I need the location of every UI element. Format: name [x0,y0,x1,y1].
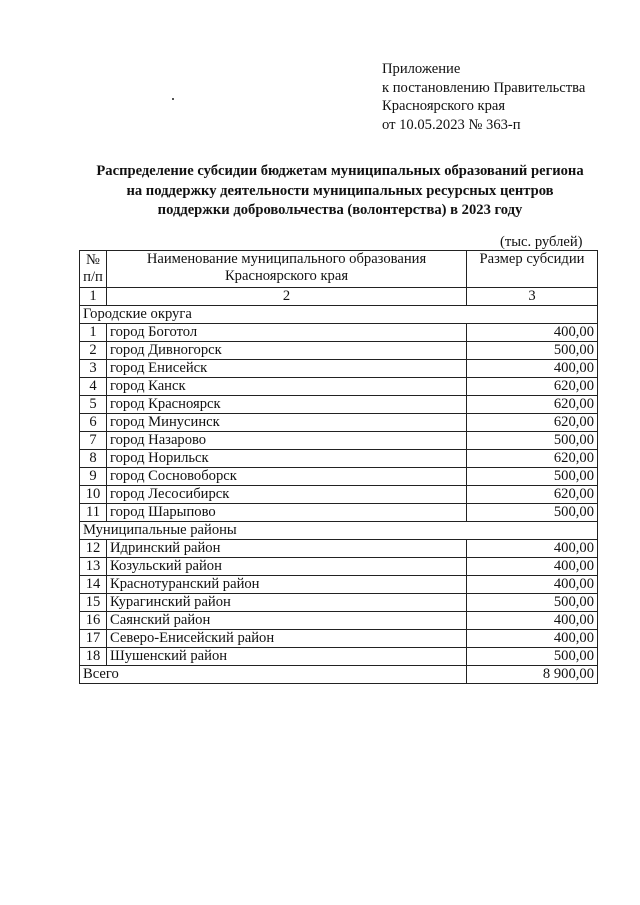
appendix-line: Красноярского края [382,98,506,115]
row-amount: 500,00 [467,342,598,360]
row-amount: 400,00 [467,576,598,594]
scan-speck [172,98,174,100]
table-row [80,360,598,378]
row-number: 10 [80,486,107,504]
row-amount: 500,00 [467,594,598,612]
table-row [80,432,598,450]
row-number: 12 [80,540,107,558]
row-amount: 400,00 [467,360,598,378]
table-body [80,306,598,684]
subsidy-table [79,250,598,684]
row-number: 2 [80,342,107,360]
table-row [80,612,598,630]
header-amount: Размер субсидии [467,251,598,288]
row-amount: 400,00 [467,612,598,630]
row-name: Краснотуранский район [107,576,467,594]
row-name: Саянский район [107,612,467,630]
row-number: 17 [80,630,107,648]
row-name: город Шарыпово [107,504,467,522]
appendix-line: от 10.05.2023 № 363-п [382,117,521,134]
table-row [80,342,598,360]
row-amount: 500,00 [467,468,598,486]
row-amount: 620,00 [467,378,598,396]
column-number: 1 [80,288,107,306]
row-amount: 500,00 [467,648,598,666]
row-name: Курагинский район [107,594,467,612]
row-amount: 400,00 [467,324,598,342]
row-name: город Лесосибирск [107,486,467,504]
row-name: Козульский район [107,558,467,576]
title-line: поддержки добровольчества (волонтерства) в 2023 году [157,202,523,218]
header-name-line: Красноярского края [224,268,349,284]
row-name: город Дивногорск [107,342,467,360]
row-name: Северо-Енисейский район [107,630,467,648]
row-number: 14 [80,576,107,594]
table-row [80,648,598,666]
header-num-line: п/п [83,269,103,285]
total-row [80,666,598,684]
units-label: (тыс. рублей) [500,234,583,250]
row-number: 13 [80,558,107,576]
title-line: на поддержку деятельности муниципальных ресурсных центров [126,182,554,199]
section-title: Городские округа [80,306,598,324]
row-amount: 620,00 [467,450,598,468]
row-amount: 500,00 [467,432,598,450]
row-name: город Боготол [107,324,467,342]
section-title: Муниципальные районы [80,522,598,540]
table-row [80,504,598,522]
table-row [80,630,598,648]
table-row [80,378,598,396]
appendix-block [382,60,585,135]
row-number: 7 [80,432,107,450]
section-row [80,306,598,324]
row-number: 5 [80,396,107,414]
total-amount: 8 900,00 [467,666,598,684]
table-row [80,576,598,594]
row-amount: 400,00 [467,540,598,558]
table-header-row [80,251,598,288]
table-row [80,486,598,504]
row-name: город Красноярск [107,396,467,414]
table-row [80,540,598,558]
column-number-row [80,288,598,306]
row-number: 11 [80,504,107,522]
row-amount: 400,00 [467,630,598,648]
row-number: 8 [80,450,107,468]
row-amount: 500,00 [467,504,598,522]
column-number: 3 [467,288,598,306]
table-row [80,396,598,414]
section-row [80,522,598,540]
row-number: 9 [80,468,107,486]
table-row [80,324,598,342]
header-num [80,251,107,288]
table-row [80,414,598,432]
row-number: 3 [80,360,107,378]
header-name-line: Наименование муниципального образования [146,251,427,267]
document-title [70,162,610,221]
table-row [80,450,598,468]
row-amount: 620,00 [467,486,598,504]
table-row [80,558,598,576]
row-number: 15 [80,594,107,612]
row-name: город Канск [107,378,467,396]
total-label: Всего [80,666,467,684]
row-amount: 620,00 [467,396,598,414]
row-number: 18 [80,648,107,666]
header-name [107,251,467,288]
row-name: город Назарово [107,432,467,450]
table-row [80,594,598,612]
title-line: Распределение субсидии бюджетам муниципальных образований региона [96,163,584,179]
row-amount: 400,00 [467,558,598,576]
table-row [80,468,598,486]
row-name: город Норильск [107,450,467,468]
row-name: город Сосновоборск [107,468,467,486]
header-num-line: № [86,252,100,268]
row-name: Идринский район [107,540,467,558]
row-number: 6 [80,414,107,432]
column-number: 2 [107,288,467,306]
row-number: 4 [80,378,107,396]
row-name: город Енисейск [107,360,467,378]
row-name: город Минусинск [107,414,467,432]
row-name: Шушенский район [107,648,467,666]
row-number: 16 [80,612,107,630]
appendix-line: Приложение [382,61,461,77]
row-amount: 620,00 [467,414,598,432]
appendix-line: к постановлению Правительства [382,79,586,96]
row-number: 1 [80,324,107,342]
